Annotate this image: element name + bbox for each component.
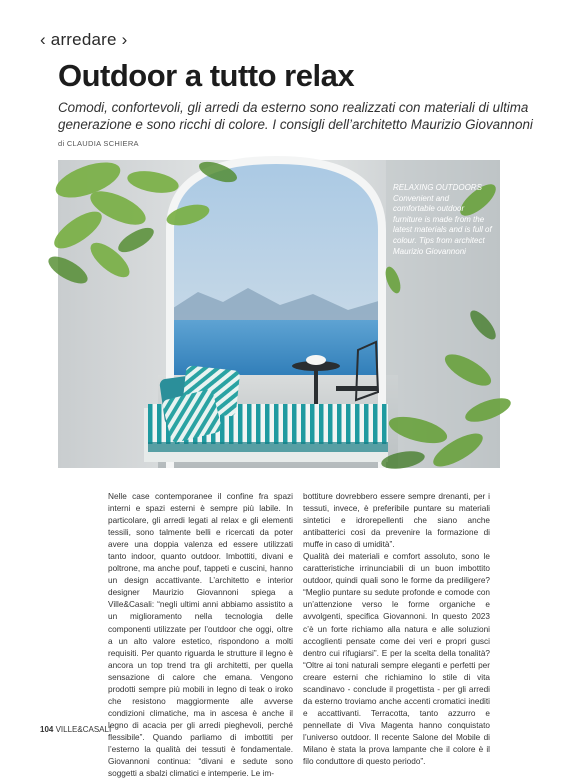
headline: Outdoor a tutto relax — [58, 58, 355, 93]
body-paragraph: Nelle case contemporanee il confine fra spazi interni e spazi esterni è sempre più labile. In particolare, gli arredi legati al relax e gli elementi tessili, sono talmente belli e ricercati da poter avere una doppia valenza ed essere utilizzati tanto indoor, quanto outdoor. Imbottiti, divani e poltrone, ma anche pouf, tappeti e cuscini, hanno un design accattivante. L’architetto e interior designer Maurizio Giovannoni spiega a Ville&Casali: “negli ultimi anni abbiamo assistito a un miglioramento nella tecnologia delle componenti utilizzate per l’outdoor che oggi, oltre a un alto valore estetico, rispondono a molti requisiti. Per quanto riguarda le strutture il legno è ancora un top trend tra gli architetti, per quella sensazione di calore che emana. Vengono prodotti sempre più mobili in legno di teak o iroko che resistono maggiormente alle avverse condizioni climatiche, ma in ascesa è anche il legno di acacia per gli arredi pieghevoli, perché flessibile”. Quando parliamo di imbottiti per l’esterno la qualità dei tessuti è fondamentale. Giovannoni continua: “divani e sedute sono soggetti a sbalzi climatici e intemperie. Le im- — [108, 492, 293, 779]
caption-text: Convenient and comfortable outdoor furniture is made from the latest materials and is full of colour. Tips from architect Maurizio Giovannoni — [393, 193, 492, 256]
section-label: ‹ arredare › — [40, 30, 128, 49]
body-column-left — [108, 491, 293, 780]
standfirst: Comodi, confortevoli, gli arredi da esterno sono realizzati con materiali di ultima generazione e sono ricchi di colore. I consigli dell’architetto Maurizio Giovannoni — [58, 100, 533, 132]
magazine-name: VILLE&CASALI — [55, 725, 112, 734]
byline: di CLAUDIA SCHIERA — [58, 139, 139, 148]
body-paragraph: Qualità dei materiali e comfort assoluto, sono le caratteristiche irrinunciabili di un buon imbottito outdoor, quindi quali sono le forme da prediligere? “Meglio puntare su sedute profonde e comode con un’attenzione verso le forme organiche e avvolgenti, specifica Giovannoni. In questo 2023 c’è un forte richiamo alla natura e alle soluzioni accoglienti pensate come dei veri e propri gusci dentro cui rifugiarsi”. E per la scelta della tonalità? “Oltre ai toni naturali sempre eleganti e perfetti per creare esterni che richiamino lo stile di vita scandinavo - conclude il progettista - per gli arredi da esterno troviamo anche accenti cromatici inediti e accattivanti. Terracotta, tanto azzurro e pennellate di Viva Magenta hanno conquistato l’universo outdoor. Il recente Salone del Mobile di Milano è stata la prova lampante che il colore è il filo conduttore di questo periodo”. — [303, 552, 490, 767]
body-column-right — [303, 491, 490, 768]
page-folio — [40, 725, 111, 734]
photo-caption — [393, 183, 493, 257]
page-number: 104 — [40, 725, 54, 734]
body-paragraph: bottiture dovrebbero essere sempre drenanti, per i tessuti, invece, è preferibile puntare su materiali sintetici e idrorepellenti che siano anche antibatterici così da prevenire la formazione di muffe in caso di umidità”. — [303, 492, 490, 550]
caption-title: RELAXING OUTDOORS — [393, 183, 482, 192]
